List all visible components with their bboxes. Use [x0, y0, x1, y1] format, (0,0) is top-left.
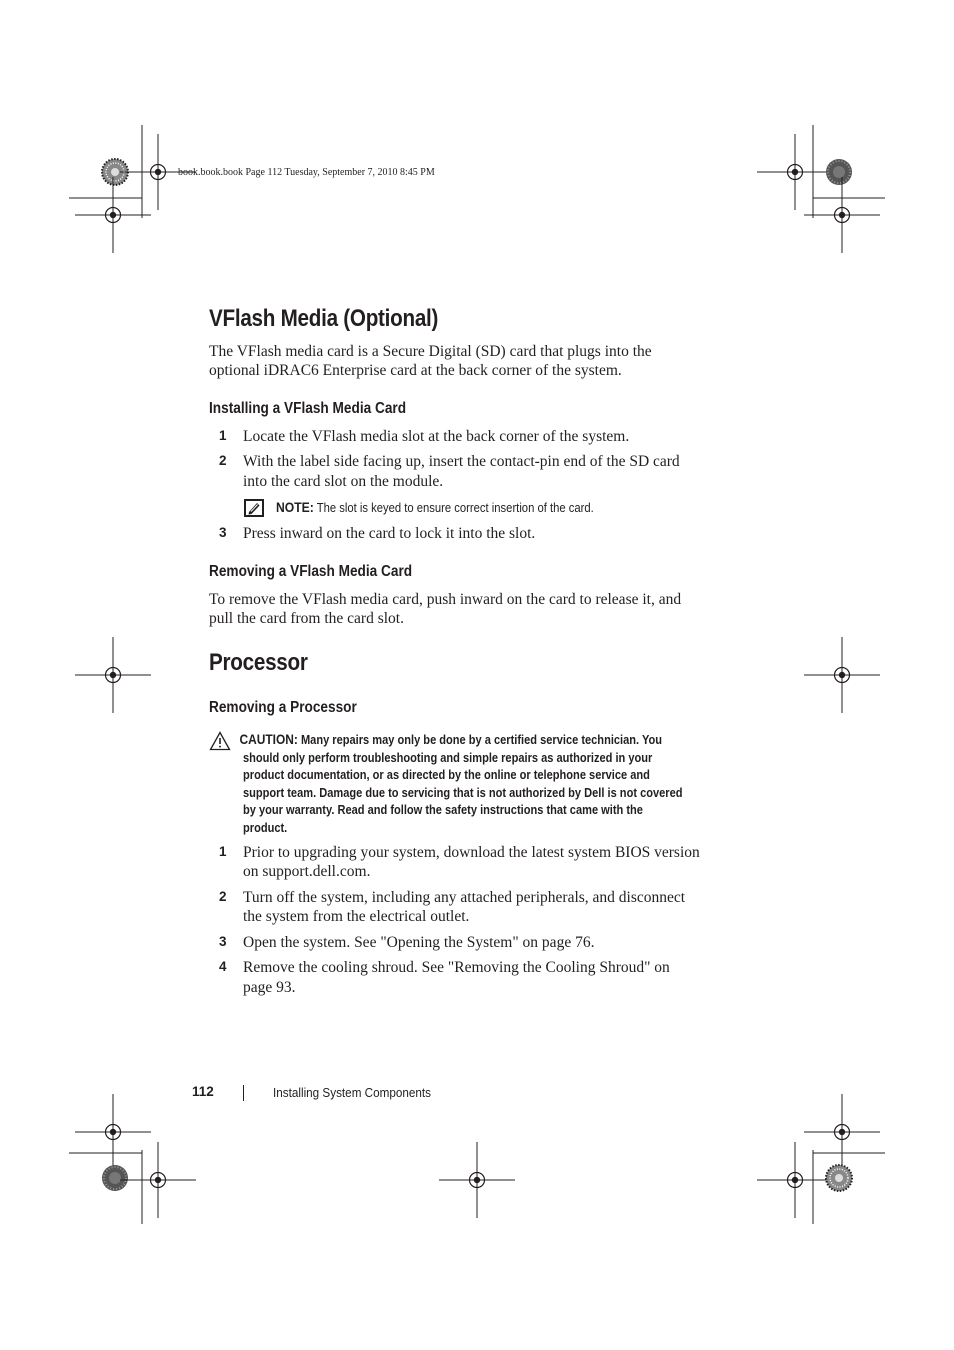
install-step-text: Locate the VFlash media slot at the back corner of the system.	[243, 428, 630, 445]
caution-line: product.	[243, 820, 288, 835]
processor-step-text: Prior to upgrading your system, download the latest system BIOS version	[243, 844, 700, 861]
install-step-number: 2	[219, 453, 227, 468]
processor-step-number: 4	[219, 959, 227, 974]
vflash-intro-line1: The VFlash media card is a Secure Digital (SD) card that plugs into the	[209, 343, 652, 360]
caution-text	[239, 731, 721, 838]
processor-step-text-cont: the system from the electrical outlet.	[243, 908, 470, 925]
processor-step-number: 3	[219, 934, 227, 949]
caution-line: CAUTION: Many repairs may only be done by a certified service technician. You	[239, 732, 663, 747]
processor-step-text: Turn off the system, including any attached peripherals, and disconnect	[243, 889, 686, 906]
removing-vflash-line1: To remove the VFlash media card, push inward on the card to release it, and	[209, 591, 682, 608]
vflash-heading: VFlash Media (Optional)	[209, 305, 439, 332]
processor-step-number: 1	[219, 844, 227, 859]
processor-heading: Processor	[209, 649, 308, 676]
note-body: The slot is keyed to ensure correct insertion of the card.	[316, 501, 594, 515]
caution-line: by your warranty. Read and follow the safety instructions that came with the	[243, 803, 643, 818]
footer-section-title: Installing System Components	[273, 1085, 432, 1100]
caution-label: CAUTION:	[239, 732, 298, 747]
removing-vflash-line2: pull the card from the card slot.	[209, 610, 404, 627]
install-step-text-cont: into the card slot on the module.	[243, 473, 444, 490]
page-number: 112	[192, 1084, 214, 1099]
note-pencil-icon	[243, 498, 265, 518]
processor-step-text-cont: on support.dell.com.	[243, 863, 371, 880]
note-text	[276, 500, 594, 515]
removing-processor-heading: Removing a Processor	[209, 699, 357, 716]
caution-line: should only perform troubleshooting and simple repairs as authorized in your	[243, 750, 653, 765]
note-label: NOTE:	[276, 500, 314, 515]
install-step-text: With the label side facing up, insert the contact-pin end of the SD card	[243, 453, 680, 470]
footer-divider	[243, 1085, 244, 1101]
caution-triangle-icon	[209, 731, 231, 751]
caution-line: product documentation, or as directed by the online or telephone service and	[243, 768, 650, 783]
processor-step-text-cont: page 93.	[243, 979, 296, 996]
installing-vflash-heading: Installing a VFlash Media Card	[209, 400, 407, 417]
print-header: book.book.book Page 112 Tuesday, September 7, 2010 8:45 PM	[178, 167, 435, 178]
vflash-intro-line2: optional iDRAC6 Enterprise card at the back corner of the system.	[209, 362, 622, 379]
install-step-text: Press inward on the card to lock it into the slot.	[243, 525, 536, 542]
removing-vflash-heading: Removing a VFlash Media Card	[209, 563, 413, 580]
processor-step-text: Remove the cooling shroud. See "Removing the Cooling Shroud" on	[243, 959, 670, 976]
install-step-number: 3	[219, 525, 227, 540]
processor-step-text: Open the system. See "Opening the System" on page 76.	[243, 934, 595, 951]
caution-line: support team. Damage due to servicing that is not authorized by Dell is not covered	[243, 785, 683, 800]
support-link[interactable]: support.dell.com	[262, 863, 367, 880]
processor-step-number: 2	[219, 889, 227, 904]
install-step-number: 1	[219, 428, 227, 443]
